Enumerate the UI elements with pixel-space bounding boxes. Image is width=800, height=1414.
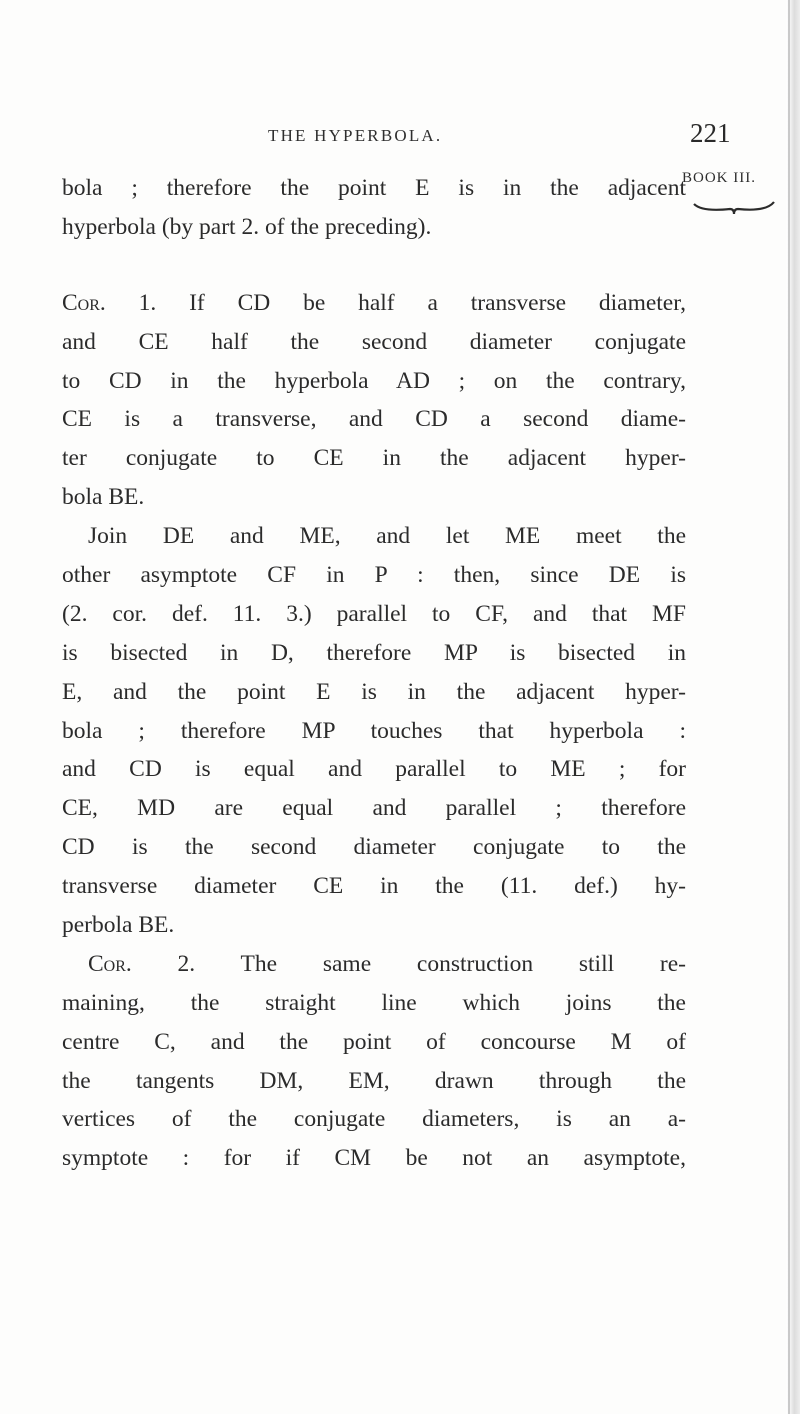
text-line: perbola BE. — [62, 912, 175, 939]
text-line: bola ; therefore MP touches that hyperbola : — [62, 717, 686, 744]
text-line: symptote : for if CM be not an asymptote, — [62, 1145, 686, 1172]
text-line: the tangents DM, EM, drawn through the — [62, 1067, 686, 1094]
text-line: and CE half the second diameter conjugate — [62, 328, 686, 355]
text-line: E, and the point E is in the adjacent hyper- — [62, 678, 686, 705]
body-text — [62, 169, 686, 1178]
text-line: bola ; therefore the point E is in the adjacent — [62, 175, 686, 201]
corollary-label: Cor. — [88, 950, 132, 977]
text-line: 1. If CD be half a transverse diameter, — [105, 289, 686, 316]
page-edge-line — [788, 0, 790, 1414]
text-line: centre C, and the point of concourse M of — [62, 1028, 686, 1055]
text-line: CD is the second diameter conjugate to the — [62, 834, 686, 861]
text-line: is bisected in D, therefore MP is bisected in — [62, 639, 686, 666]
text-line: bola BE. — [62, 484, 145, 511]
text-line: vertices of the conjugate diameters, is an a- — [62, 1106, 686, 1133]
margin-brace-ornament — [692, 200, 776, 216]
text-line: hyperbola (by part 2. of the preceding). — [62, 213, 432, 240]
corollary-label: Cor. — [62, 289, 106, 316]
text-line: CE is a transverse, and CD a second diame- — [62, 406, 686, 433]
running-title: THE HYPERBOLA. — [268, 126, 443, 145]
text-line: (2. cor. def. 11. 3.) parallel to CF, and that MF — [62, 600, 686, 627]
paragraph-gap — [62, 247, 686, 284]
corollary-1-heading-line — [62, 284, 686, 323]
page-number: 221 — [690, 118, 731, 148]
text-line: to CD in the hyperbola AD ; on the contrary, — [62, 367, 686, 394]
text-line: ter conjugate to CE in the adjacent hyper- — [62, 445, 686, 472]
text-line: transverse diameter CE in the (11. def.) hy- — [62, 873, 686, 900]
text-line: Join DE and ME, and let ME meet the — [88, 523, 686, 550]
text-line: CE, MD are equal and parallel ; therefore — [62, 795, 686, 822]
margin-note-book: BOOK III. — [682, 170, 756, 186]
text-line: 2. The same construction still re- — [131, 950, 686, 977]
text-line: other asymptote CF in P : then, since DE is — [62, 562, 686, 589]
corollary-2-heading-line — [62, 945, 686, 984]
text-line: maining, the straight line which joins the — [62, 989, 686, 1016]
text-line: and CD is equal and parallel to ME ; for — [62, 756, 686, 783]
